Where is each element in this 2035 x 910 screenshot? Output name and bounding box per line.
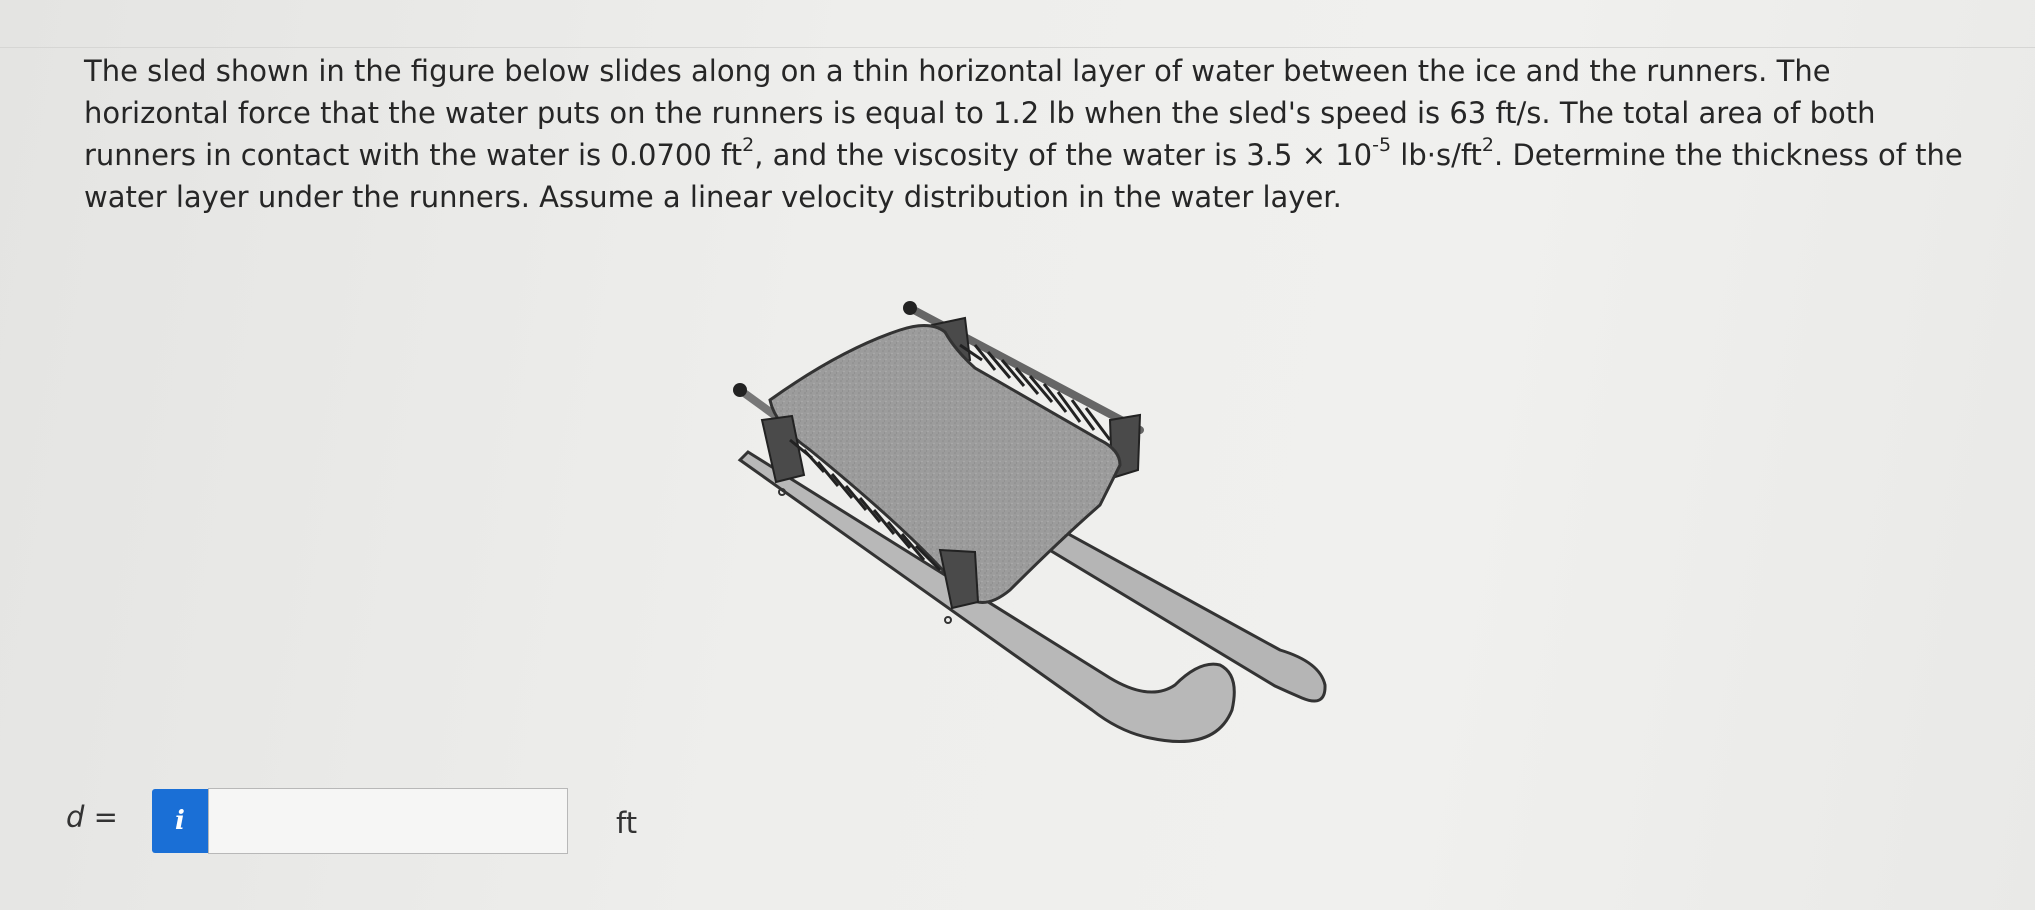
problem-statement <box>84 50 1984 218</box>
problem-text-part-3: lb·s/ft <box>1391 138 1482 172</box>
unit-label: ft <box>616 806 638 840</box>
info-icon-glyph: i <box>175 806 185 836</box>
equals-sign: = <box>93 800 118 834</box>
top-divider <box>0 0 2035 48</box>
answer-input-group <box>152 786 568 856</box>
problem-text-part-4: . Determine the thickness of the water layer under the runners. Assume a linear velocity distribution in the water layer. <box>84 138 1963 214</box>
unit-exponent: 2 <box>1481 134 1495 157</box>
variable-symbol: d <box>66 800 85 834</box>
problem-text-part-2: , and the viscosity of the water is 3.5 × 10 <box>754 138 1373 172</box>
answer-variable-label <box>66 800 118 834</box>
info-icon[interactable] <box>152 789 208 853</box>
sled-illustration <box>720 290 1350 760</box>
area-exponent: 2 <box>742 134 755 157</box>
viscosity-exponent: -5 <box>1372 134 1392 157</box>
problem-text-part-1: The sled shown in the figure below slides along on a thin horizontal layer of water between the ice and the runners. The horizontal force that the water puts on the runners is equal to 1.2 lb when the sled's speed is 63 ft/s. The total area of both runners in contact with the water is 0.0700 ft <box>84 54 1876 172</box>
thickness-answer-input[interactable] <box>208 788 568 854</box>
